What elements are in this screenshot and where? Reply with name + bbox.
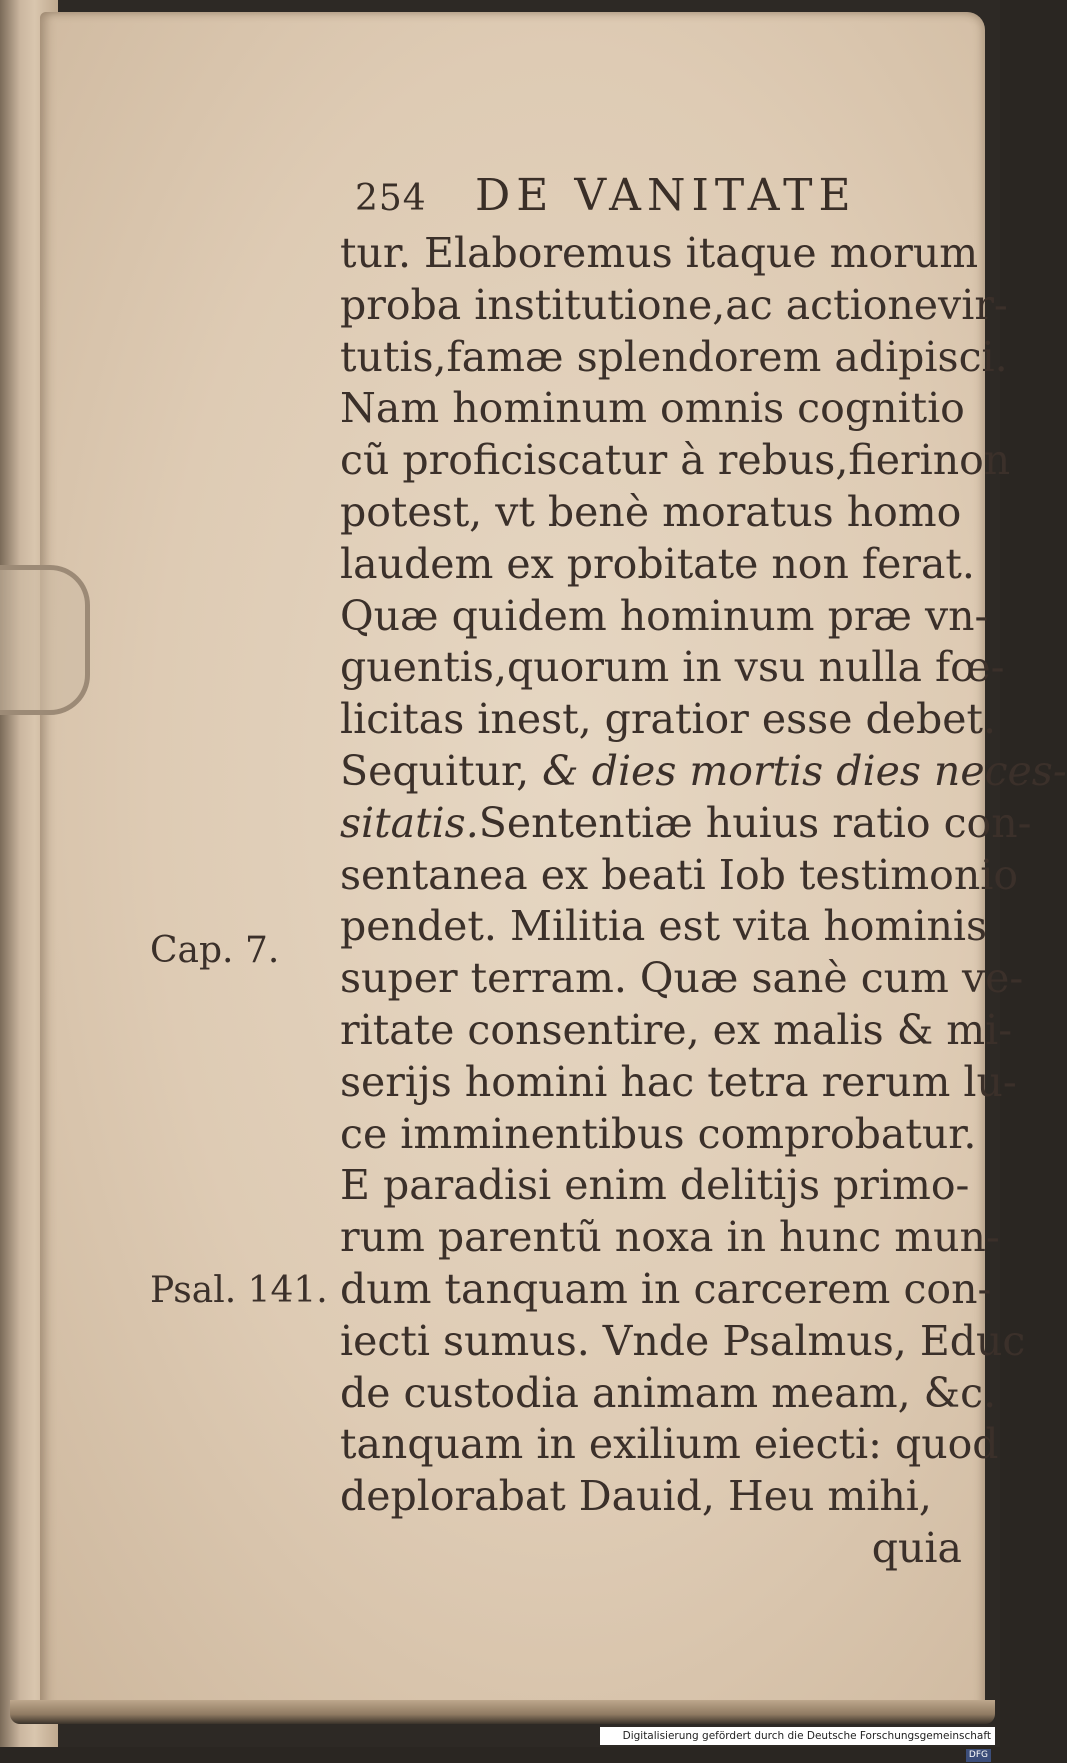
margin-note-cap: Cap. 7. (150, 930, 280, 971)
book-clasp (0, 565, 90, 715)
text-line-mixed (340, 746, 1067, 798)
catchword: quia (871, 1523, 962, 1572)
dfg-logo: DFG (966, 1749, 991, 1762)
text-line: tur. Elaboremus itaque morum (340, 229, 979, 277)
text-line: proba institutione,ac actionevir- (340, 280, 1008, 329)
text-segment: Sententiæ huius ratio con- (478, 798, 1032, 847)
page-bottom-edge (10, 1700, 995, 1724)
text-line: Nam hominum omnis cognitio (340, 384, 965, 433)
text-line: ritate consentire, ex malis & mi- (340, 1005, 1013, 1054)
text-line: laudem ex probitate non ferat. (340, 539, 975, 588)
body-text (340, 228, 1067, 1575)
text-line: cũ proficiscatur à rebus,fierinon (340, 436, 1011, 485)
margin-note-psal: Psal. 141. (150, 1270, 328, 1311)
text-line: guentis,quorum in vsu nulla fœ- (340, 643, 1005, 692)
page-header (355, 170, 865, 220)
text-line: licitas inest, gratior esse debet. (340, 695, 997, 744)
text-line: potest, vt benè moratus homo (340, 487, 962, 536)
text-line: ce imminentibus comprobatur. (340, 1109, 977, 1158)
page-number: 254 (355, 178, 427, 219)
text-line: E paradisi enim delitijs primo- (340, 1161, 970, 1210)
text-line: de custodia animam meam, &c. (340, 1368, 997, 1417)
text-line: rum parentũ noxa in hunc mun- (340, 1213, 1000, 1262)
text-line: deplorabat Dauid, Heu mihi, (340, 1472, 932, 1521)
text-line: serijs homini hac tetra rerum lu- (340, 1057, 1017, 1106)
digitization-footer (600, 1727, 995, 1760)
text-segment: Sequitur, (340, 746, 543, 795)
text-line: tutis,famæ splendorem adipisci. (340, 332, 1008, 381)
text-line: dum tanquam in carcerem con- (340, 1264, 992, 1313)
running-title: DE VANITATE (475, 170, 857, 221)
text-line: pendet. Militia est vita hominis (340, 902, 988, 951)
italic-phrase: & dies mortis dies neces- (542, 746, 1067, 795)
text-line-mixed (340, 798, 1032, 850)
text-line: super terram. Quæ sanè cum ve- (340, 954, 1024, 1003)
text-line: tanquam in exilium eiecti: quod (340, 1420, 999, 1469)
italic-phrase-end: sitatis. (340, 798, 479, 847)
text-line: iecti sumus. Vnde Psalmus, Educ (340, 1316, 1026, 1365)
footer-text: Digitalisierung gefördert durch die Deutsche Forschungsgemeinschaft (622, 1730, 991, 1742)
text-line: sentanea ex beati Iob testimonio (340, 850, 1019, 899)
text-line: Quæ quidem hominum præ vn- (340, 591, 989, 640)
